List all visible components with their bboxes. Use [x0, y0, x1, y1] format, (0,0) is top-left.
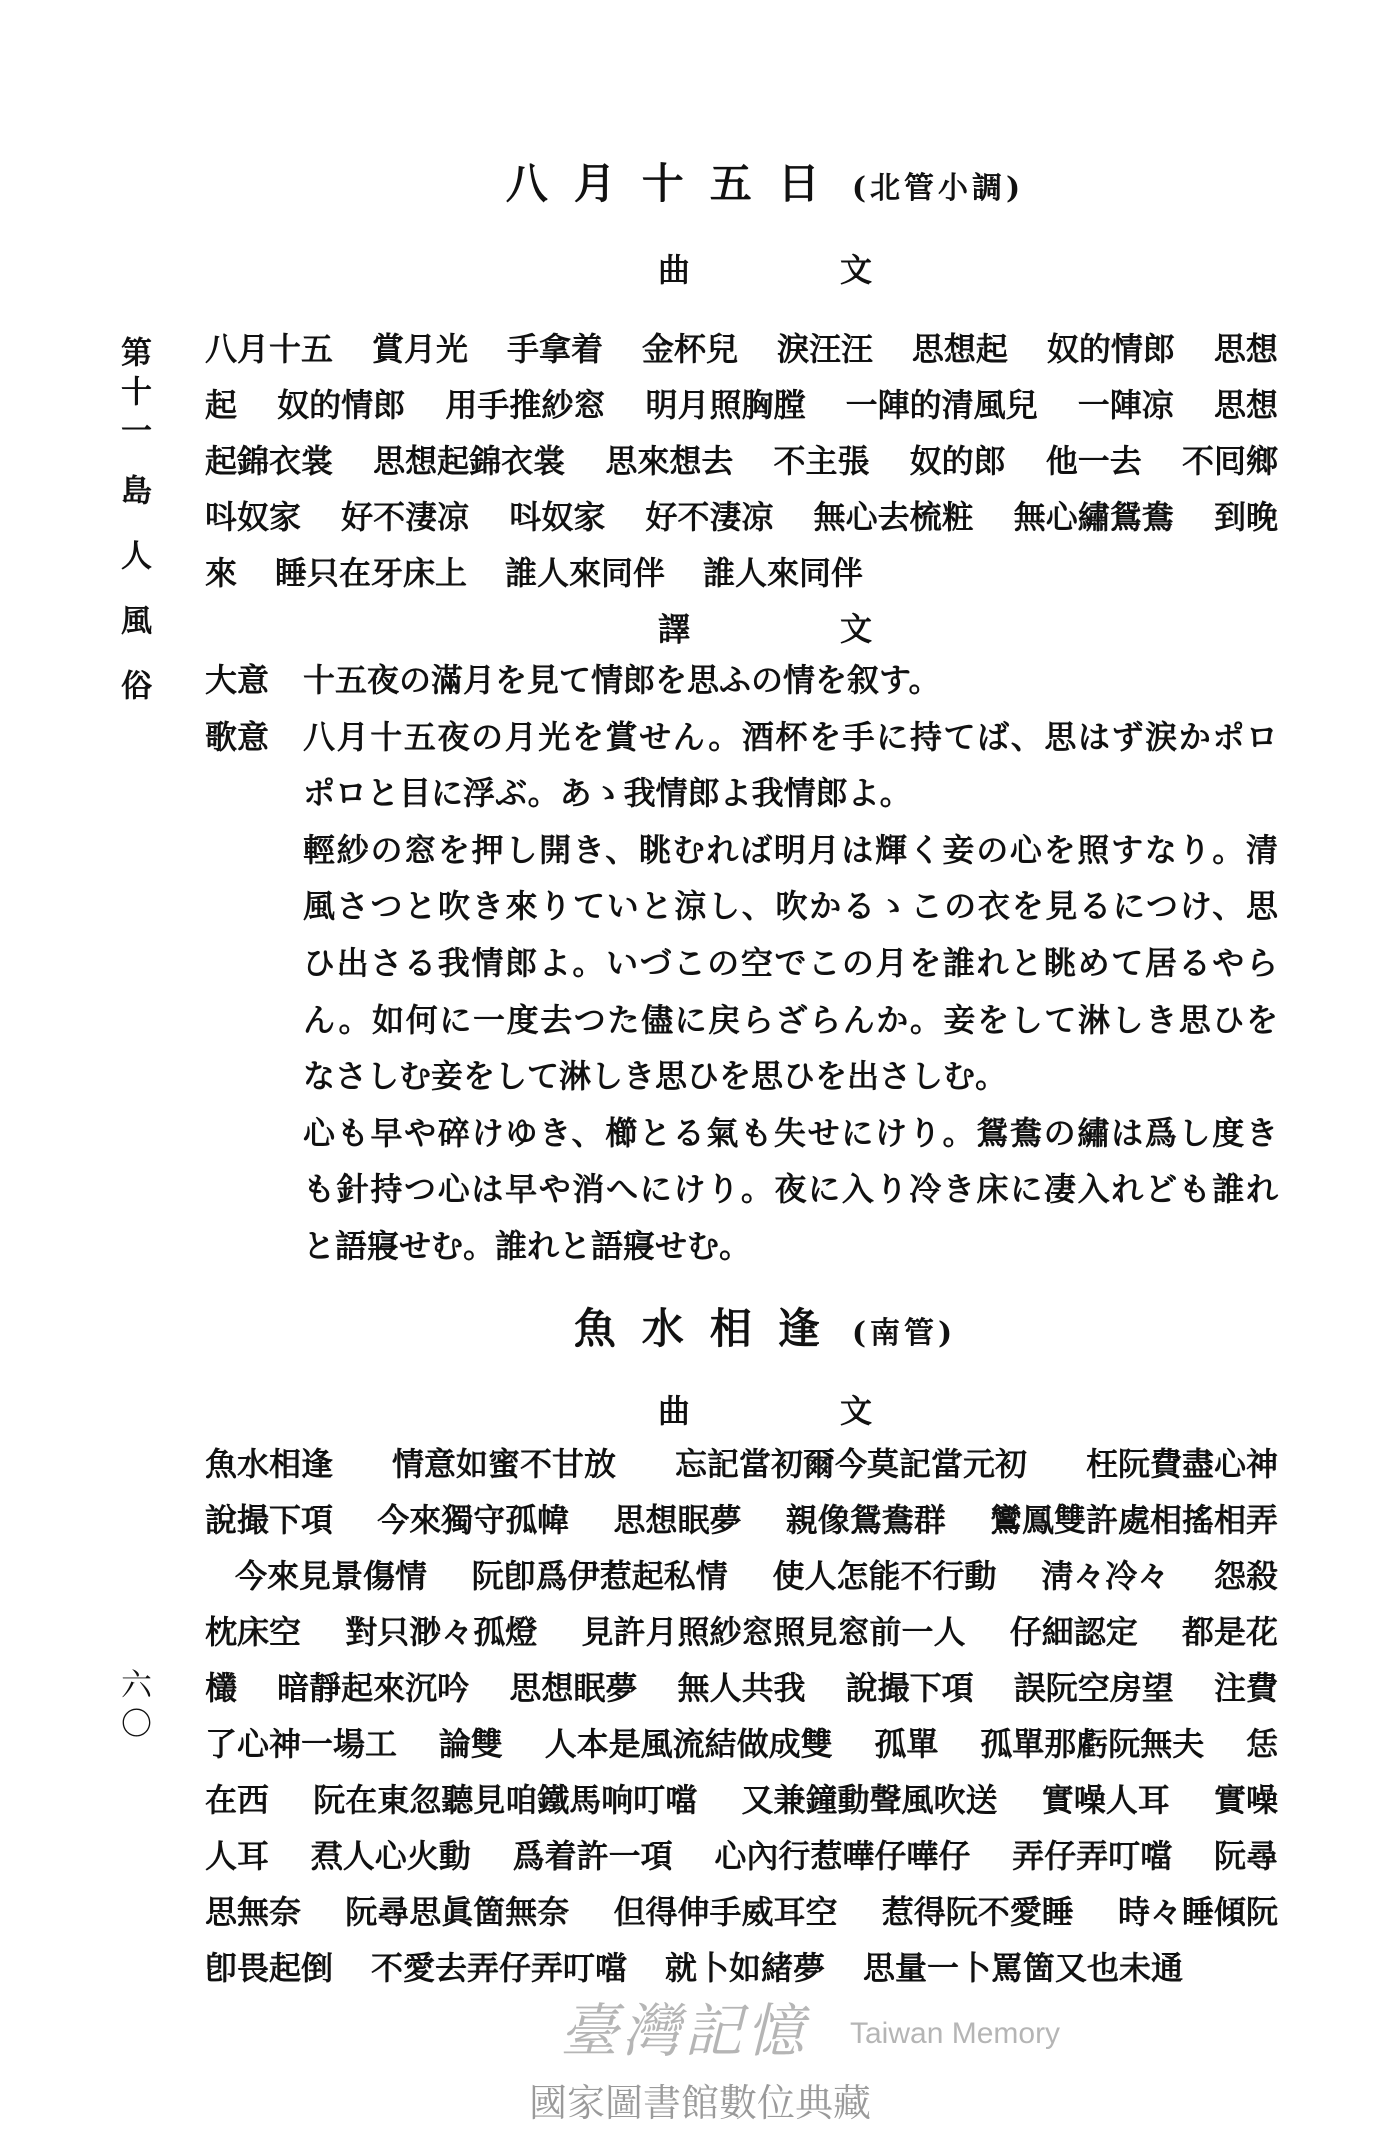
- translation-text: ひ出さる我情郎よ。いづこの空でこの月を誰れと眺めて居るやら: [303, 943, 1278, 982]
- song2-title: [380, 1305, 1150, 1358]
- lyric-phrase: 情意如蜜不甘放: [391, 1445, 616, 1483]
- translation-label: 大意: [205, 661, 270, 699]
- translation-label: 歌意: [205, 717, 270, 756]
- lyric-phrase: 金杯兒: [641, 330, 738, 368]
- lyric-line: [205, 1660, 1278, 1716]
- lyric-phrase: 今來見景傷情: [235, 1557, 428, 1595]
- song1-title: [380, 160, 1150, 213]
- translation-line: [205, 935, 1278, 992]
- lyric-phrase: 心內行惹嘩仔嘩仔: [714, 1837, 971, 1875]
- watermark-logo: 臺灣記憶: [560, 1997, 809, 2065]
- translation-text: と語寢せむ。誰れと語寢せむ。: [303, 1226, 752, 1265]
- lyric-phrase: 不愛去弄仔弄叮噹: [371, 1949, 628, 1987]
- song1-translation-heading: [520, 609, 1010, 649]
- lyric-phrase: 論雙: [438, 1725, 503, 1763]
- translation-text: 八月十五夜の月光を賞せん。酒杯を手に持てば、思はず涙かポロ: [303, 717, 1278, 756]
- lyric-phrase: 暗靜起來沉吟: [277, 1669, 470, 1707]
- lyric-line: [205, 433, 1278, 489]
- lyric-line: [205, 1940, 1278, 1996]
- lyric-phrase: 思想起錦衣裳: [373, 442, 566, 480]
- lyric-phrase: 淸々冷々: [1041, 1557, 1170, 1595]
- lyric-phrase: 八月十五: [205, 330, 334, 368]
- translation-text: 輕紗の窓を押し開き、眺むれば明月は輝く妾の心を照すなり。清: [303, 830, 1278, 869]
- lyric-line: [205, 1772, 1278, 1828]
- translation-line: [205, 1161, 1278, 1218]
- lyric-phrase: 枉阮費盡心神: [1085, 1445, 1278, 1483]
- heading-char: 文: [840, 1392, 873, 1430]
- lyric-phrase: 一陣凉: [1077, 386, 1174, 424]
- lyric-phrase: 今來獨守孤幃: [377, 1501, 570, 1539]
- lyric-phrase: 起: [205, 386, 238, 424]
- heading-char: 文: [840, 610, 873, 648]
- lyric-phrase: 焄人心火動: [310, 1837, 471, 1875]
- lyric-phrase: 欉: [205, 1669, 238, 1707]
- lyric-phrase: 到晚: [1213, 498, 1278, 536]
- lyric-phrase: 呌奴家: [509, 498, 606, 536]
- lyric-phrase: 都是花: [1181, 1613, 1278, 1651]
- lyric-phrase: 思量一卜罵箇又也未通: [863, 1949, 1184, 1987]
- lyric-phrase: 誤阮空房望: [1013, 1669, 1174, 1707]
- lyric-phrase: 起錦衣裳: [205, 442, 334, 480]
- lyric-phrase: 無人共我: [677, 1669, 806, 1707]
- translation-text: 心も早や碎けゆき、櫛とる氣も失せにけり。鴛鴦の繡は爲し度き: [303, 1113, 1278, 1152]
- lyric-phrase: 使人怎能不行動: [772, 1557, 997, 1595]
- lyric-phrase: 就卜如緒夢: [665, 1949, 826, 1987]
- lyric-phrase: 奴的情郎: [277, 386, 406, 424]
- song2-genre: (南管): [851, 1316, 957, 1351]
- translation-line: [205, 652, 1278, 709]
- song1-lyrics-heading: [520, 250, 1010, 290]
- lyric-phrase: 忘記當初爾今莫記當元初: [674, 1445, 1027, 1483]
- translation-line: [205, 1048, 1278, 1105]
- lyric-phrase: 一陣的清風兒: [845, 386, 1038, 424]
- page-number: 六〇: [115, 1668, 151, 1746]
- lyric-phrase: 卽畏起倒: [205, 1949, 334, 1987]
- translation-text: も針持つ心は早や消へにけり。夜に入り冷き床に凄入れども誰れ: [303, 1170, 1278, 1209]
- lyric-phrase: 阮在東忽聽見咱鐵馬响叮噹: [313, 1781, 698, 1819]
- heading-char: 曲: [657, 1392, 690, 1430]
- lyric-phrase: 思無奈: [205, 1893, 302, 1931]
- translation-line: [205, 1105, 1278, 1162]
- heading-char: 曲: [657, 251, 690, 289]
- lyric-line: [205, 321, 1278, 377]
- lyric-phrase: 見許月照紗窓照見窓前一人: [581, 1613, 966, 1651]
- watermark-logo-en: Taiwan Memory: [850, 2017, 1061, 2050]
- chapter-label: 第十一: [115, 336, 151, 453]
- footer-watermark: 國家圖書館數位典藏: [528, 2081, 871, 2125]
- lyric-phrase: 弄仔弄叮噹: [1012, 1837, 1173, 1875]
- lyric-phrase: 誰人來同伴: [703, 554, 864, 592]
- lyric-phrase: 賞月光: [371, 330, 468, 368]
- lyric-phrase: 爲着許一項: [512, 1837, 673, 1875]
- lyric-phrase: 怨殺: [1213, 1557, 1278, 1595]
- lyric-phrase: 來: [205, 554, 238, 592]
- translation-line: [205, 709, 1278, 766]
- lyric-phrase: 說撮下項: [205, 1501, 334, 1539]
- song1-title-text: 八月十五日: [505, 159, 846, 208]
- song1-translation: [205, 652, 1278, 1275]
- song2-lyrics-heading: [520, 1391, 1010, 1431]
- lyric-line: [205, 377, 1278, 433]
- lyric-phrase: 思想起: [911, 330, 1008, 368]
- lyric-line: [205, 1716, 1278, 1772]
- translation-line: [205, 992, 1278, 1049]
- lyric-line: [205, 545, 1278, 601]
- lyric-phrase: 睡只在牙床上: [275, 554, 468, 592]
- translation-line: [205, 1218, 1278, 1275]
- lyric-phrase: 思想: [1213, 386, 1278, 424]
- lyric-phrase: 實噪人耳: [1041, 1781, 1170, 1819]
- lyric-phrase: 阮卽爲伊惹起私情: [471, 1557, 728, 1595]
- section-label: 島人風俗: [115, 474, 151, 734]
- lyric-phrase: 用手推紗窓: [445, 386, 606, 424]
- lyric-phrase: 不主張: [773, 442, 870, 480]
- song2-title-text: 魚水相逢: [573, 1304, 846, 1353]
- lyric-phrase: 對只渺々孤燈: [345, 1613, 538, 1651]
- lyric-phrase: 惹得阮不愛睡: [881, 1893, 1074, 1931]
- lyric-phrase: 思想眠夢: [613, 1501, 742, 1539]
- lyric-phrase: 奴的情郎: [1046, 330, 1175, 368]
- lyric-phrase: 時々睡傾阮: [1117, 1893, 1278, 1931]
- lyric-phrase: 思來想去: [605, 442, 734, 480]
- heading-char: 文: [840, 251, 873, 289]
- lyric-phrase: 無心去梳粧: [813, 498, 974, 536]
- lyric-phrase: 明月照胸膛: [645, 386, 806, 424]
- lyric-phrase: 孤單: [874, 1725, 939, 1763]
- translation-line: [205, 822, 1278, 879]
- lyric-phrase: 孤單那虧阮無夫: [980, 1725, 1205, 1763]
- lyric-phrase: 好不淒凉: [341, 498, 470, 536]
- lyric-phrase: 思想: [1213, 330, 1278, 368]
- song2-lyrics: [205, 1436, 1278, 1996]
- lyric-phrase: 在西: [205, 1781, 270, 1819]
- lyric-phrase: 呌奴家: [205, 498, 302, 536]
- lyric-phrase: 他一去: [1045, 442, 1142, 480]
- lyric-line: [205, 1436, 1278, 1492]
- lyric-phrase: 無心繡鴛鴦: [1013, 498, 1174, 536]
- lyric-phrase: 手拿着: [506, 330, 603, 368]
- translation-text: 十五夜の滿月を見て情郎を思ふの情を叙す。: [303, 661, 941, 699]
- lyric-phrase: 說撮下項: [845, 1669, 974, 1707]
- lyric-phrase: 阮尋: [1213, 1837, 1278, 1875]
- lyric-phrase: 思想眠夢: [509, 1669, 638, 1707]
- translation-text: ん。如何に一度去つた儘に戻らざらんか。妾をして淋しき思ひを: [303, 1000, 1278, 1039]
- translation-text: なさしむ妾をして淋しき思ひを思ひを出さしむ。: [303, 1057, 1008, 1096]
- lyric-phrase: 又兼鐘動聲風吹送: [741, 1781, 998, 1819]
- heading-char: 譯: [657, 610, 690, 648]
- lyric-phrase: 親像鴛鴦群: [785, 1501, 946, 1539]
- translation-text: ポロと目に浮ぶ。あゝ我情郎よ我情郎よ。: [303, 774, 912, 813]
- lyric-phrase: 好不淒凉: [645, 498, 774, 536]
- translation-line: [205, 765, 1278, 822]
- lyric-phrase: 了心神一場工: [205, 1725, 398, 1763]
- lyric-phrase: 人耳: [205, 1837, 270, 1875]
- lyric-phrase: 鸞鳳雙許處相搖相弄: [989, 1501, 1278, 1539]
- lyric-line: [205, 489, 1278, 545]
- lyric-phrase: 但得伸手威耳空: [613, 1893, 838, 1931]
- lyric-phrase: 不囘鄉: [1181, 442, 1278, 480]
- lyric-phrase: 魚水相逢: [205, 1445, 334, 1483]
- translation-text: 風さつと吹き來りていと涼し、吹かるゝこの衣を見るにつけ、思: [303, 887, 1278, 926]
- lyric-line: [205, 1828, 1278, 1884]
- lyric-phrase: 實噪: [1213, 1781, 1278, 1819]
- lyric-phrase: 阮尋思眞箇無奈: [345, 1893, 570, 1931]
- lyric-phrase: 淚汪汪: [776, 330, 873, 368]
- lyric-phrase: 誰人來同伴: [505, 554, 666, 592]
- lyric-line: [205, 1492, 1278, 1548]
- lyric-line: [205, 1604, 1278, 1660]
- lyric-phrase: 注費: [1213, 1669, 1278, 1707]
- lyric-phrase: 枕床空: [205, 1613, 302, 1651]
- lyric-line: [205, 1884, 1278, 1940]
- lyric-phrase: 人本是風流結做成雙: [544, 1725, 833, 1763]
- lyric-phrase: 仔細認定: [1009, 1613, 1138, 1651]
- lyric-phrase: 恁: [1245, 1725, 1278, 1763]
- song1-genre: (北管小調): [851, 171, 1025, 206]
- lyric-phrase: 奴的郎: [909, 442, 1006, 480]
- song1-lyrics: [205, 321, 1278, 601]
- translation-line: [205, 878, 1278, 935]
- lyric-line: [205, 1548, 1278, 1604]
